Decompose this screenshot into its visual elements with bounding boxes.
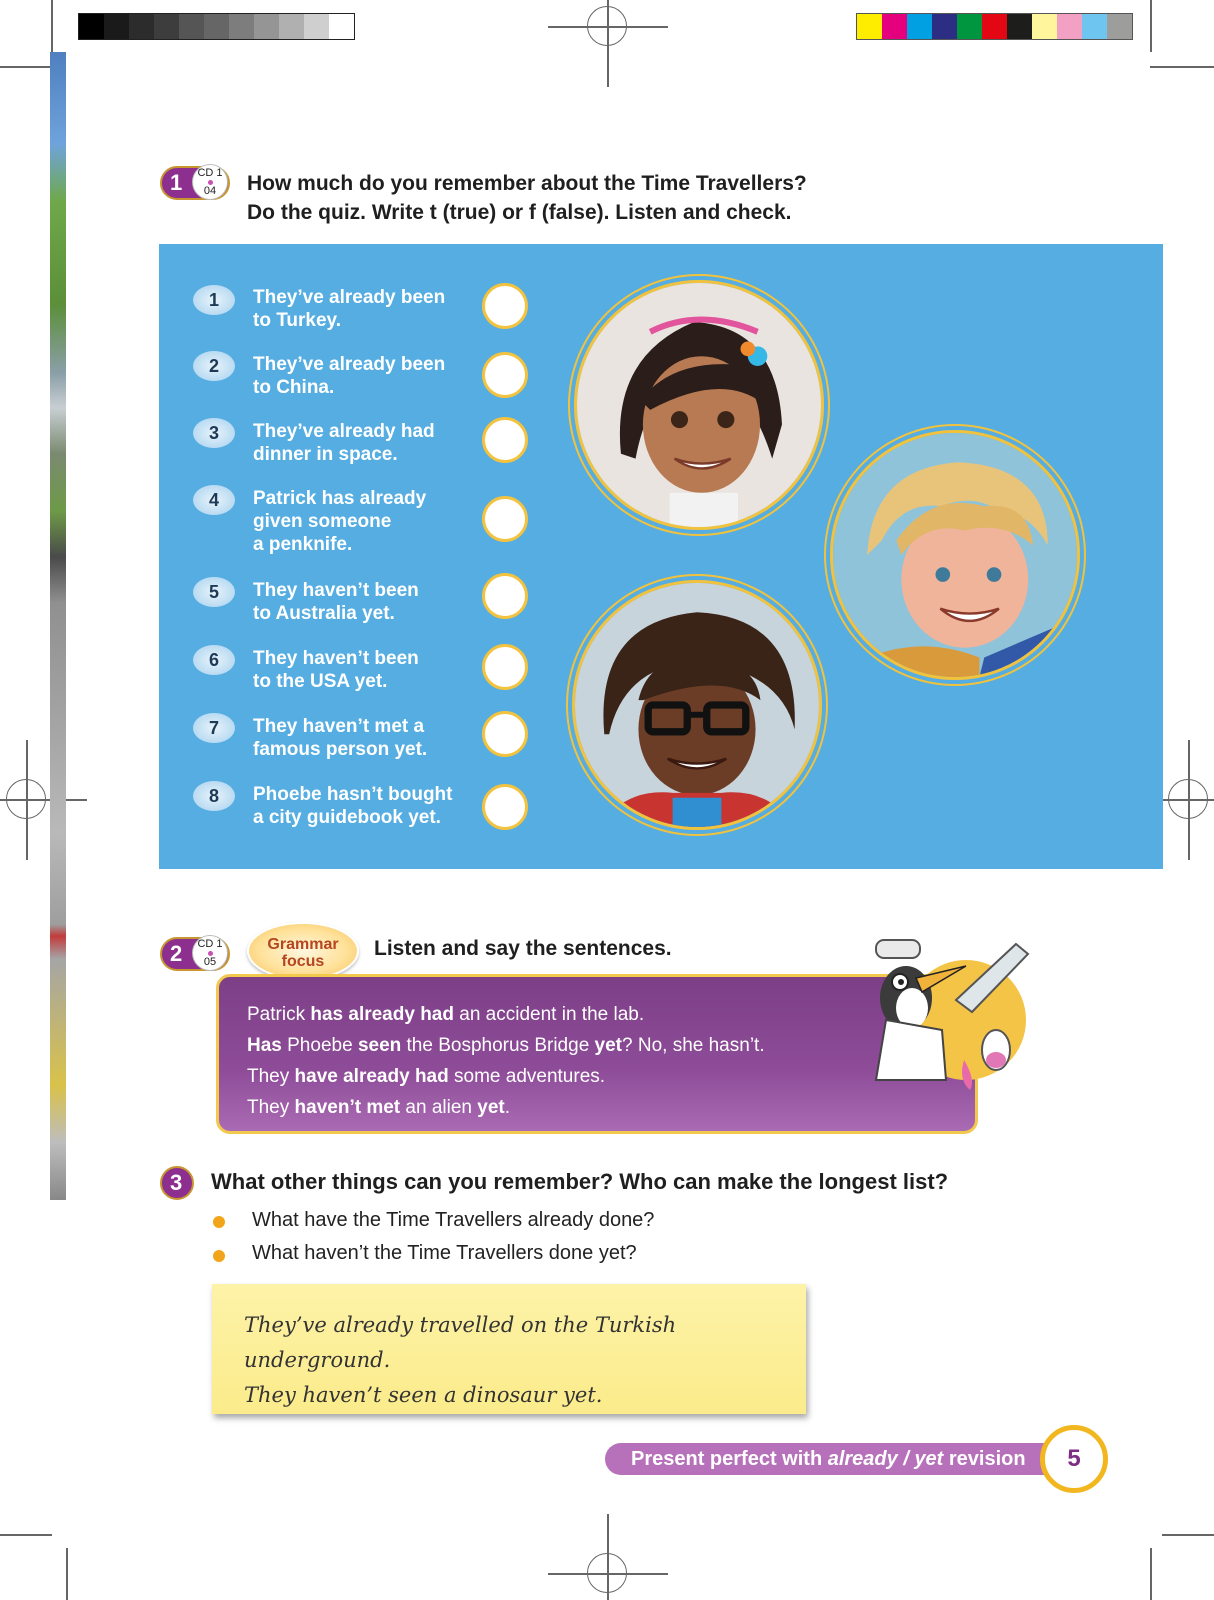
grammar-text: some adventures.: [448, 1066, 606, 1087]
quiz-item-line: famous person yet.: [253, 739, 428, 760]
answer-circle-5[interactable]: [482, 573, 528, 619]
grammar-key-phrase: haven’t met: [294, 1097, 401, 1118]
cd-track-icon[interactable]: [192, 935, 228, 971]
quiz-item-number: 6: [193, 645, 235, 675]
grammar-text: the Bosphorus Bridge: [401, 1035, 595, 1056]
bullet-dot-icon: [213, 1216, 225, 1228]
penguin-scientist-illustration: [846, 930, 1036, 1100]
cd-label: CD 1: [197, 938, 223, 950]
quiz-item-number: 2: [193, 351, 235, 381]
answer-circle-8[interactable]: [482, 784, 528, 830]
footer-text-after: revision: [943, 1448, 1026, 1470]
color-swatch: [79, 14, 104, 39]
portrait-patrick: [830, 430, 1080, 680]
color-swatch: [907, 14, 932, 39]
grammar-text: .: [504, 1097, 510, 1118]
color-swatch: [154, 14, 179, 39]
grammar-sentence: [247, 1061, 947, 1092]
crop-mark: [51, 0, 53, 52]
grammar-text: an alien: [400, 1097, 478, 1118]
quiz-item-number: 3: [193, 418, 235, 448]
color-swatch: [329, 14, 354, 39]
exercise-1-number: 1: [170, 170, 183, 195]
color-swatch: [957, 14, 982, 39]
quiz-item-number: 7: [193, 713, 235, 743]
crop-mark: [0, 1534, 52, 1536]
exercise-1-instruction: [247, 169, 807, 227]
gray-color-bar: [78, 13, 355, 40]
crop-mark: [1150, 66, 1214, 68]
grammar-sentence: [247, 1092, 947, 1123]
color-swatch: [1032, 14, 1057, 39]
registration-mark: [6, 779, 46, 819]
answer-circle-3[interactable]: [482, 417, 528, 463]
answer-circle-4[interactable]: [482, 496, 528, 542]
crop-mark: [66, 1548, 68, 1600]
cd-track-number: 04: [203, 185, 217, 197]
exercise-2-number: 2: [170, 941, 183, 966]
grammar-key-phrase: Has: [247, 1035, 282, 1056]
grammar-focus-badge: [247, 922, 359, 980]
quiz-item-number: 1: [193, 285, 235, 315]
badge-line: Grammar: [267, 936, 339, 953]
color-swatch: [932, 14, 957, 39]
quiz-item-line: They’ve already had: [253, 421, 435, 442]
cd-label: CD 1: [197, 167, 223, 179]
girl-portrait-illustration: [577, 283, 821, 527]
crop-mark: [1162, 1534, 1214, 1536]
quiz-item-text: [253, 487, 426, 556]
grammar-key-phrase: has already had: [310, 1004, 454, 1025]
boy-portrait-illustration: [833, 433, 1077, 677]
answer-circle-2[interactable]: [482, 352, 528, 398]
crop-mark: [1150, 0, 1152, 52]
quiz-item-line: dinner in space.: [253, 444, 398, 465]
quiz-item-line: to Turkey.: [253, 310, 341, 331]
quiz-item-line: Patrick has already: [253, 488, 427, 509]
note-line: They’ve already travelled on the Turkish underground.: [244, 1313, 677, 1372]
quiz-item-line: They haven’t been: [253, 580, 419, 601]
color-swatch: [1007, 14, 1032, 39]
crop-mark: [1150, 1548, 1152, 1600]
answer-circle-7[interactable]: [482, 711, 528, 757]
exercise-3-number: 3: [170, 1170, 183, 1195]
grammar-text: Patrick: [247, 1004, 311, 1025]
quiz-item-number: 4: [193, 485, 235, 515]
example-sticky-note: [212, 1284, 806, 1414]
quiz-item-text: [253, 715, 427, 761]
instruction-line: Do the quiz. Write t (true) or f (false). Listen and check.: [247, 201, 792, 224]
footer-text-italic: already / yet: [827, 1448, 944, 1470]
previous-page-bleed: [50, 52, 66, 1200]
quiz-item-text: [253, 286, 445, 332]
quiz-item-line: They haven’t been: [253, 648, 419, 669]
quiz-item-line: They haven’t met a: [253, 716, 425, 737]
grammar-key-phrase: yet: [594, 1035, 623, 1056]
quiz-item-line: to Australia yet.: [253, 603, 395, 624]
instruction-line: How much do you remember about the Time Travellers?: [247, 172, 807, 195]
crop-mark: [0, 66, 52, 68]
quiz-item-text: [253, 647, 419, 693]
quiz-item-number: 8: [193, 781, 235, 811]
answer-circle-6[interactable]: [482, 644, 528, 690]
portrait-jay: [572, 580, 822, 830]
process-color-bar: [856, 13, 1133, 40]
grammar-text: They: [247, 1097, 295, 1118]
color-swatch: [179, 14, 204, 39]
quiz-item-text: [253, 353, 445, 399]
badge-line: focus: [281, 953, 325, 970]
quiz-item-line: They’ve already been: [253, 287, 446, 308]
quiz-item-line: to the USA yet.: [253, 671, 388, 692]
registration-mark: [587, 1553, 627, 1593]
grammar-key-phrase: have already had: [294, 1066, 449, 1087]
quiz-item-line: a city guidebook yet.: [253, 807, 441, 828]
cd-track-number: 05: [203, 956, 217, 968]
grammar-text: Phoebe: [281, 1035, 358, 1056]
grammar-key-phrase: yet: [477, 1097, 505, 1118]
color-swatch: [204, 14, 229, 39]
grammar-key-phrase: seen: [357, 1035, 402, 1056]
quiz-item-text: [253, 579, 419, 625]
exercise-3-question: What other things can you remember? Who can make the longest list?: [211, 1169, 949, 1194]
grammar-text: They: [247, 1066, 295, 1087]
quiz-item-text: [253, 783, 453, 829]
quiz-item-line: a penknife.: [253, 534, 353, 555]
color-swatch: [279, 14, 304, 39]
color-swatch: [1082, 14, 1107, 39]
unit-footer-bar: [605, 1443, 1045, 1475]
color-swatch: [882, 14, 907, 39]
page-number: 5: [1040, 1425, 1108, 1493]
bullet-dot-icon: [213, 1250, 225, 1262]
bullet-text: What haven’t the Time Travellers done yet?: [252, 1242, 637, 1264]
color-swatch: [229, 14, 254, 39]
color-swatch: [857, 14, 882, 39]
grammar-text: ? No, she hasn’t.: [622, 1035, 765, 1056]
color-swatch: [254, 14, 279, 39]
grammar-text: an accident in the lab.: [453, 1004, 645, 1025]
color-swatch: [104, 14, 129, 39]
portrait-phoebe: [574, 280, 824, 530]
color-swatch: [982, 14, 1007, 39]
color-swatch: [1107, 14, 1132, 39]
registration-mark: [1168, 779, 1208, 819]
quiz-item-line: given someone: [253, 511, 392, 532]
quiz-item-line: to China.: [253, 377, 335, 398]
grammar-sentence: [247, 999, 947, 1030]
color-swatch: [1057, 14, 1082, 39]
quiz-item-number: 5: [193, 577, 235, 607]
color-swatch: [129, 14, 154, 39]
cd-track-icon[interactable]: [192, 164, 228, 200]
bullet-text: What have the Time Travellers already done?: [252, 1209, 655, 1231]
grammar-sentence: [247, 1030, 947, 1061]
registration-mark: [587, 6, 627, 46]
quiz-item-text: [253, 420, 435, 466]
note-line: They haven’t seen a dinosaur yet.: [244, 1383, 603, 1407]
boy-with-glasses-illustration: [575, 583, 819, 827]
answer-circle-1[interactable]: [482, 283, 528, 329]
footer-text-before: Present perfect with: [631, 1448, 828, 1470]
color-swatch: [304, 14, 329, 39]
quiz-item-line: They’ve already been: [253, 354, 446, 375]
exercise-2-instruction: Listen and say the sentences.: [374, 937, 672, 960]
quiz-item-line: Phoebe hasn’t bought: [253, 784, 453, 805]
